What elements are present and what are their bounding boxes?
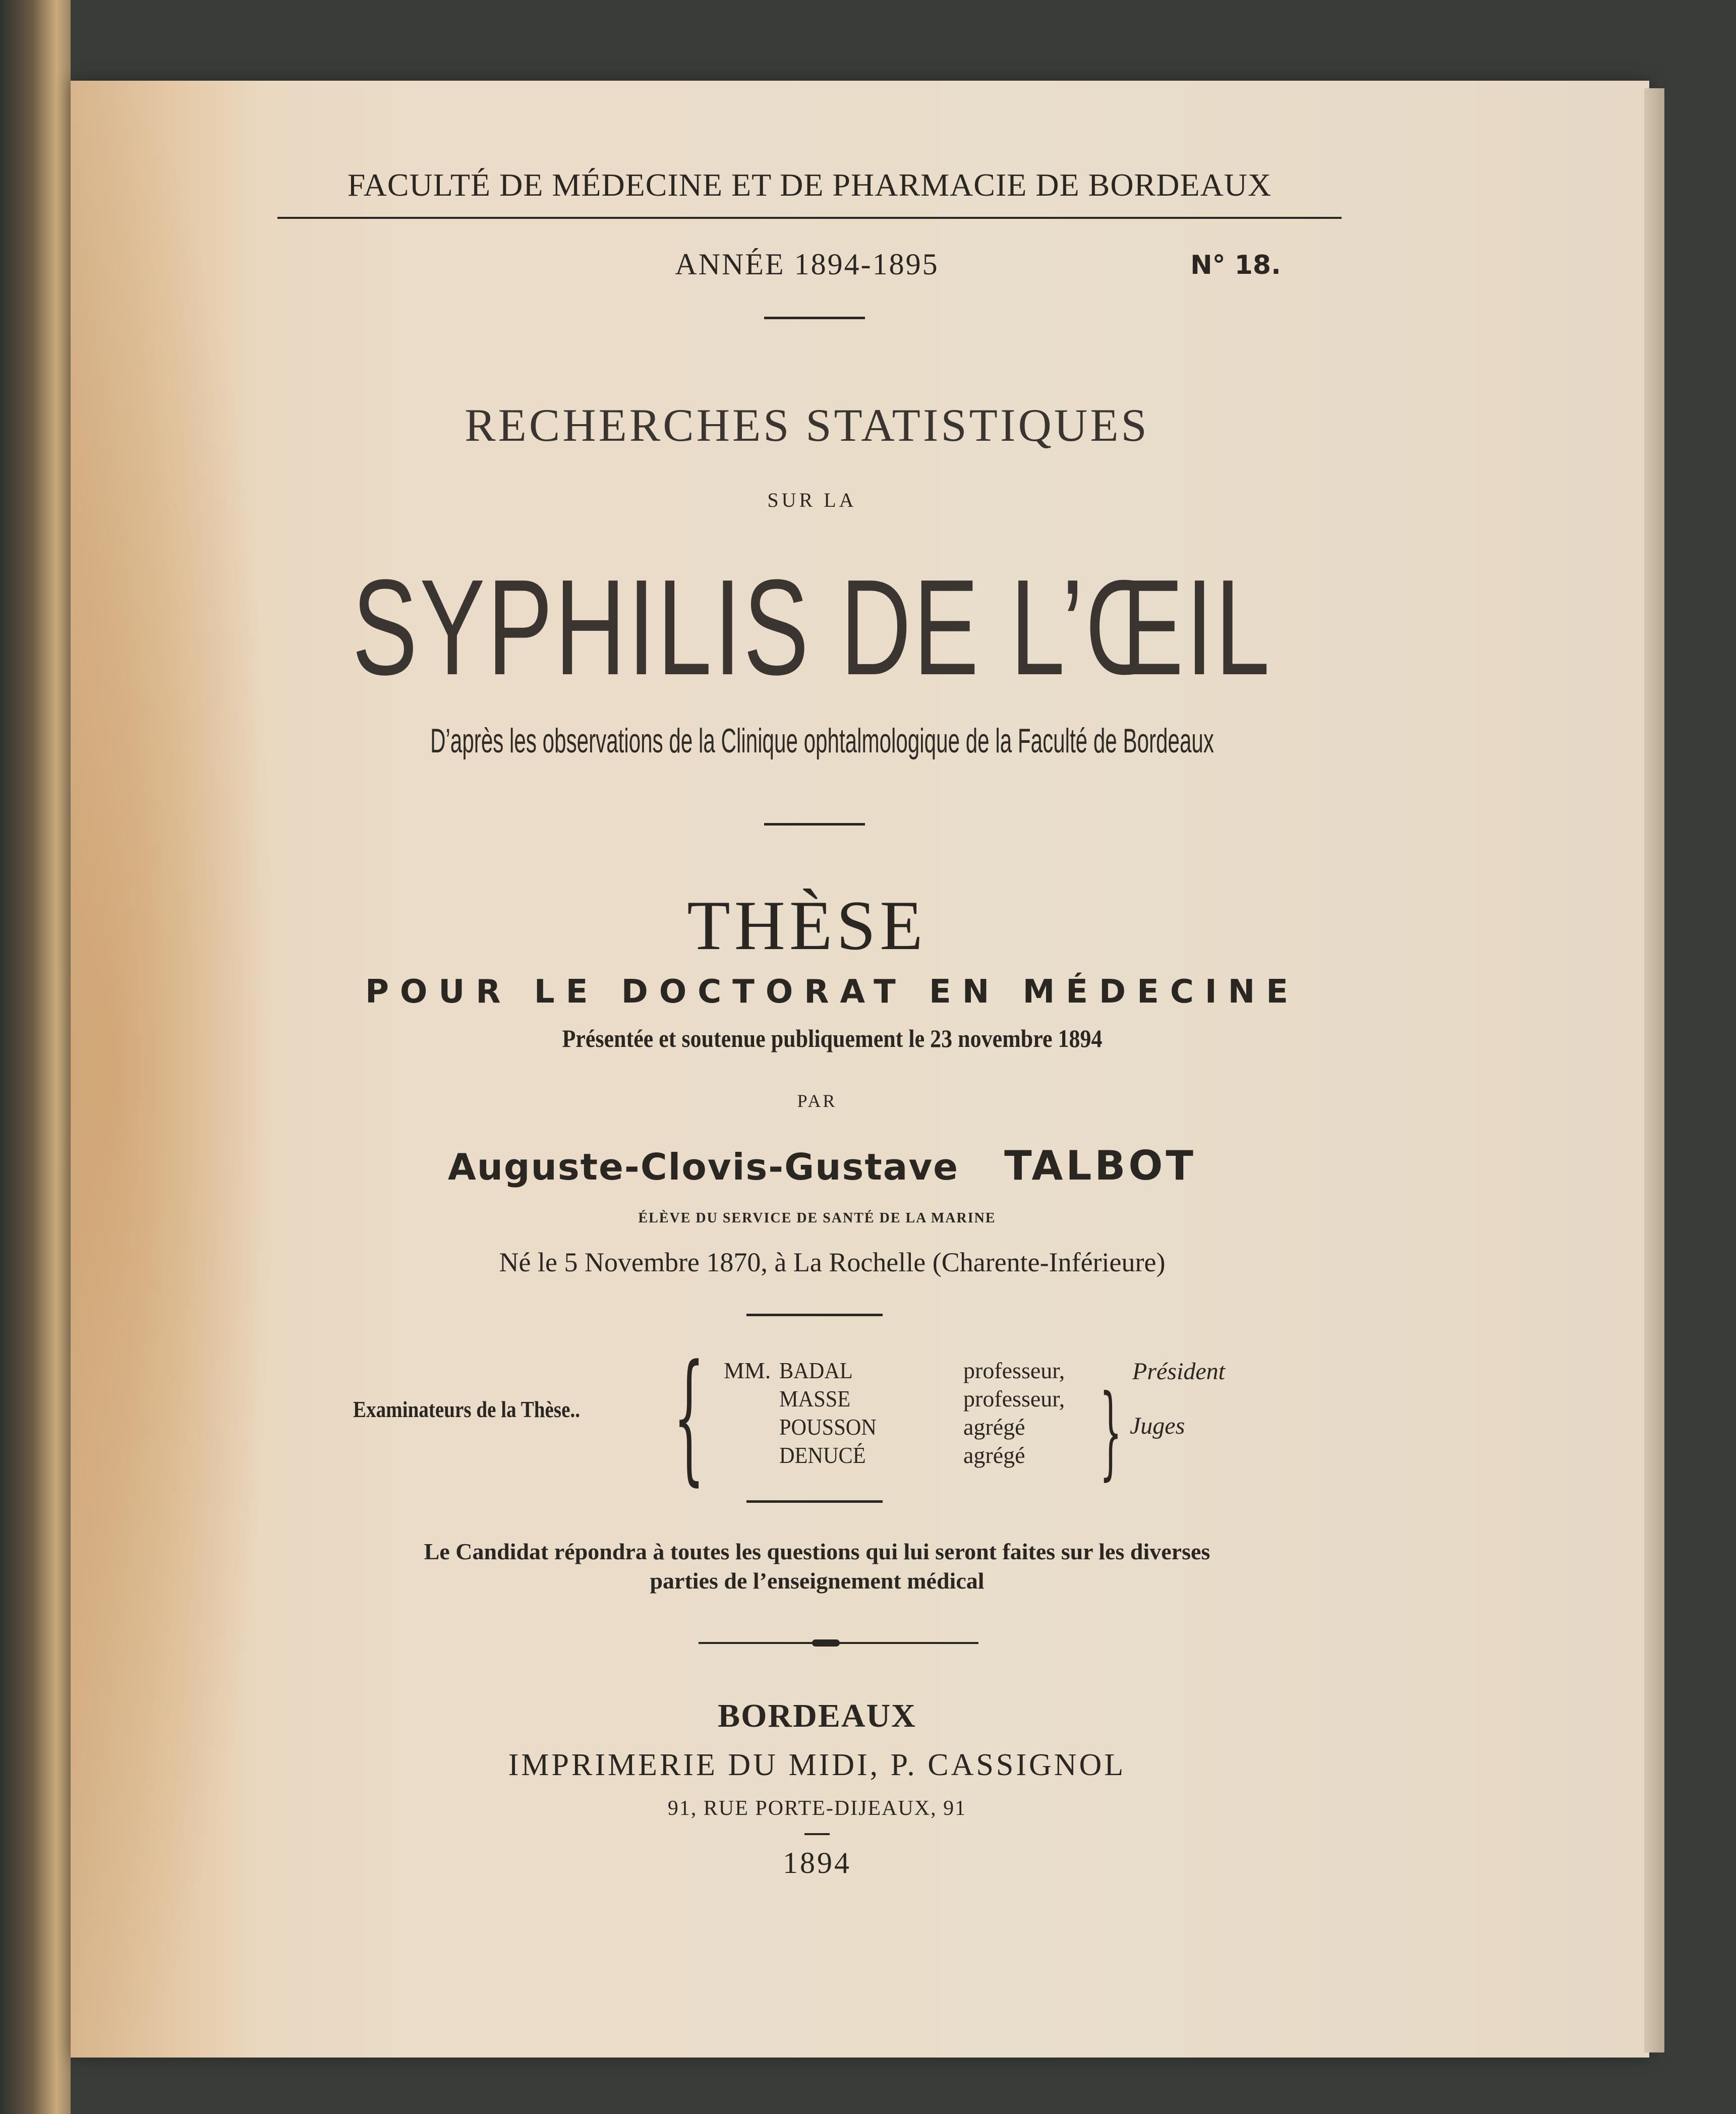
divider-rule	[746, 1500, 883, 1503]
thesis-heading: THÈSE	[687, 887, 927, 965]
examiner-name: MASSE	[779, 1386, 851, 1412]
left-brace: {	[673, 1335, 705, 1499]
divider-rule	[746, 1314, 883, 1316]
author-last-name: TALBOT	[1004, 1142, 1196, 1189]
examiners-prefix: MM.	[724, 1358, 771, 1383]
author-first-name: Auguste-Clovis-Gustave	[448, 1146, 959, 1188]
ornament-center	[812, 1639, 840, 1647]
par-label: PAR	[797, 1091, 837, 1111]
imprint-year: 1894	[783, 1846, 851, 1880]
birth-line: Né le 5 Novembre 1870, à La Rochelle (Charente-Inférieure)	[499, 1247, 1166, 1277]
imprint-printer: IMPRIMERIE DU MIDI, P. CASSIGNOL	[508, 1748, 1126, 1782]
subtitle: D’après les observations de la Clinique ophtalmologique de la Faculté de Bordeaux	[430, 722, 1214, 760]
examiner-title: professeur,	[963, 1358, 1065, 1383]
president-label: Président	[1132, 1358, 1225, 1385]
examiner-names	[779, 1357, 877, 1470]
right-brace: }	[1100, 1373, 1122, 1491]
foxing-stain	[71, 81, 282, 2058]
thesis-number: N° 18.	[1190, 250, 1281, 280]
imprint-rule	[804, 1833, 830, 1835]
examiner-titles	[963, 1357, 1065, 1470]
faculty-header: FACULTÉ DE MÉDECINE ET DE PHARMACIE DE BORDEAUX	[347, 167, 1272, 203]
page-edge	[1644, 88, 1664, 2052]
imprint-address: 91, RUE PORTE-DIJEAUX, 91	[667, 1797, 967, 1820]
notice-line2: parties de l’enseignement médical	[650, 1568, 985, 1594]
main-title: SYPHILIS DE L’ŒIL	[352, 552, 1272, 703]
title-line1: RECHERCHES STATISTIQUES	[465, 399, 1149, 451]
divider-rule	[764, 823, 865, 826]
author-line	[353, 1142, 1291, 1190]
author-role: ÉLÈVE DU SERVICE DE SANTÉ DE LA MARINE	[638, 1210, 996, 1226]
divider-rule	[764, 317, 865, 319]
presented-line: Présentée et soutenue publiquement le 23 novembre 1894	[562, 1024, 1103, 1052]
examiner-title: agrégé	[963, 1414, 1025, 1440]
book-spine	[0, 0, 71, 2114]
degree-line: POUR LE DOCTORAT EN MÉDECINE	[365, 973, 1299, 1011]
examiner-name: BADAL	[779, 1358, 853, 1383]
examiner-title: professeur,	[963, 1386, 1065, 1412]
academic-year: ANNÉE 1894-1895	[675, 248, 939, 281]
examiner-title: agrégé	[963, 1442, 1025, 1468]
juges-label: Juges	[1130, 1413, 1185, 1439]
notice-line1: Le Candidat répondra à toutes les questions qui lui seront faites sur les diverses	[424, 1539, 1210, 1564]
title-line2: SUR LA	[767, 489, 857, 511]
examiners-label: Examinateurs de la Thèse..	[353, 1396, 581, 1422]
imprint-city: BORDEAUX	[718, 1697, 916, 1734]
examiner-name: DENUCÉ	[779, 1442, 866, 1468]
header-rule	[277, 217, 1342, 219]
examiner-name: POUSSON	[779, 1414, 877, 1440]
